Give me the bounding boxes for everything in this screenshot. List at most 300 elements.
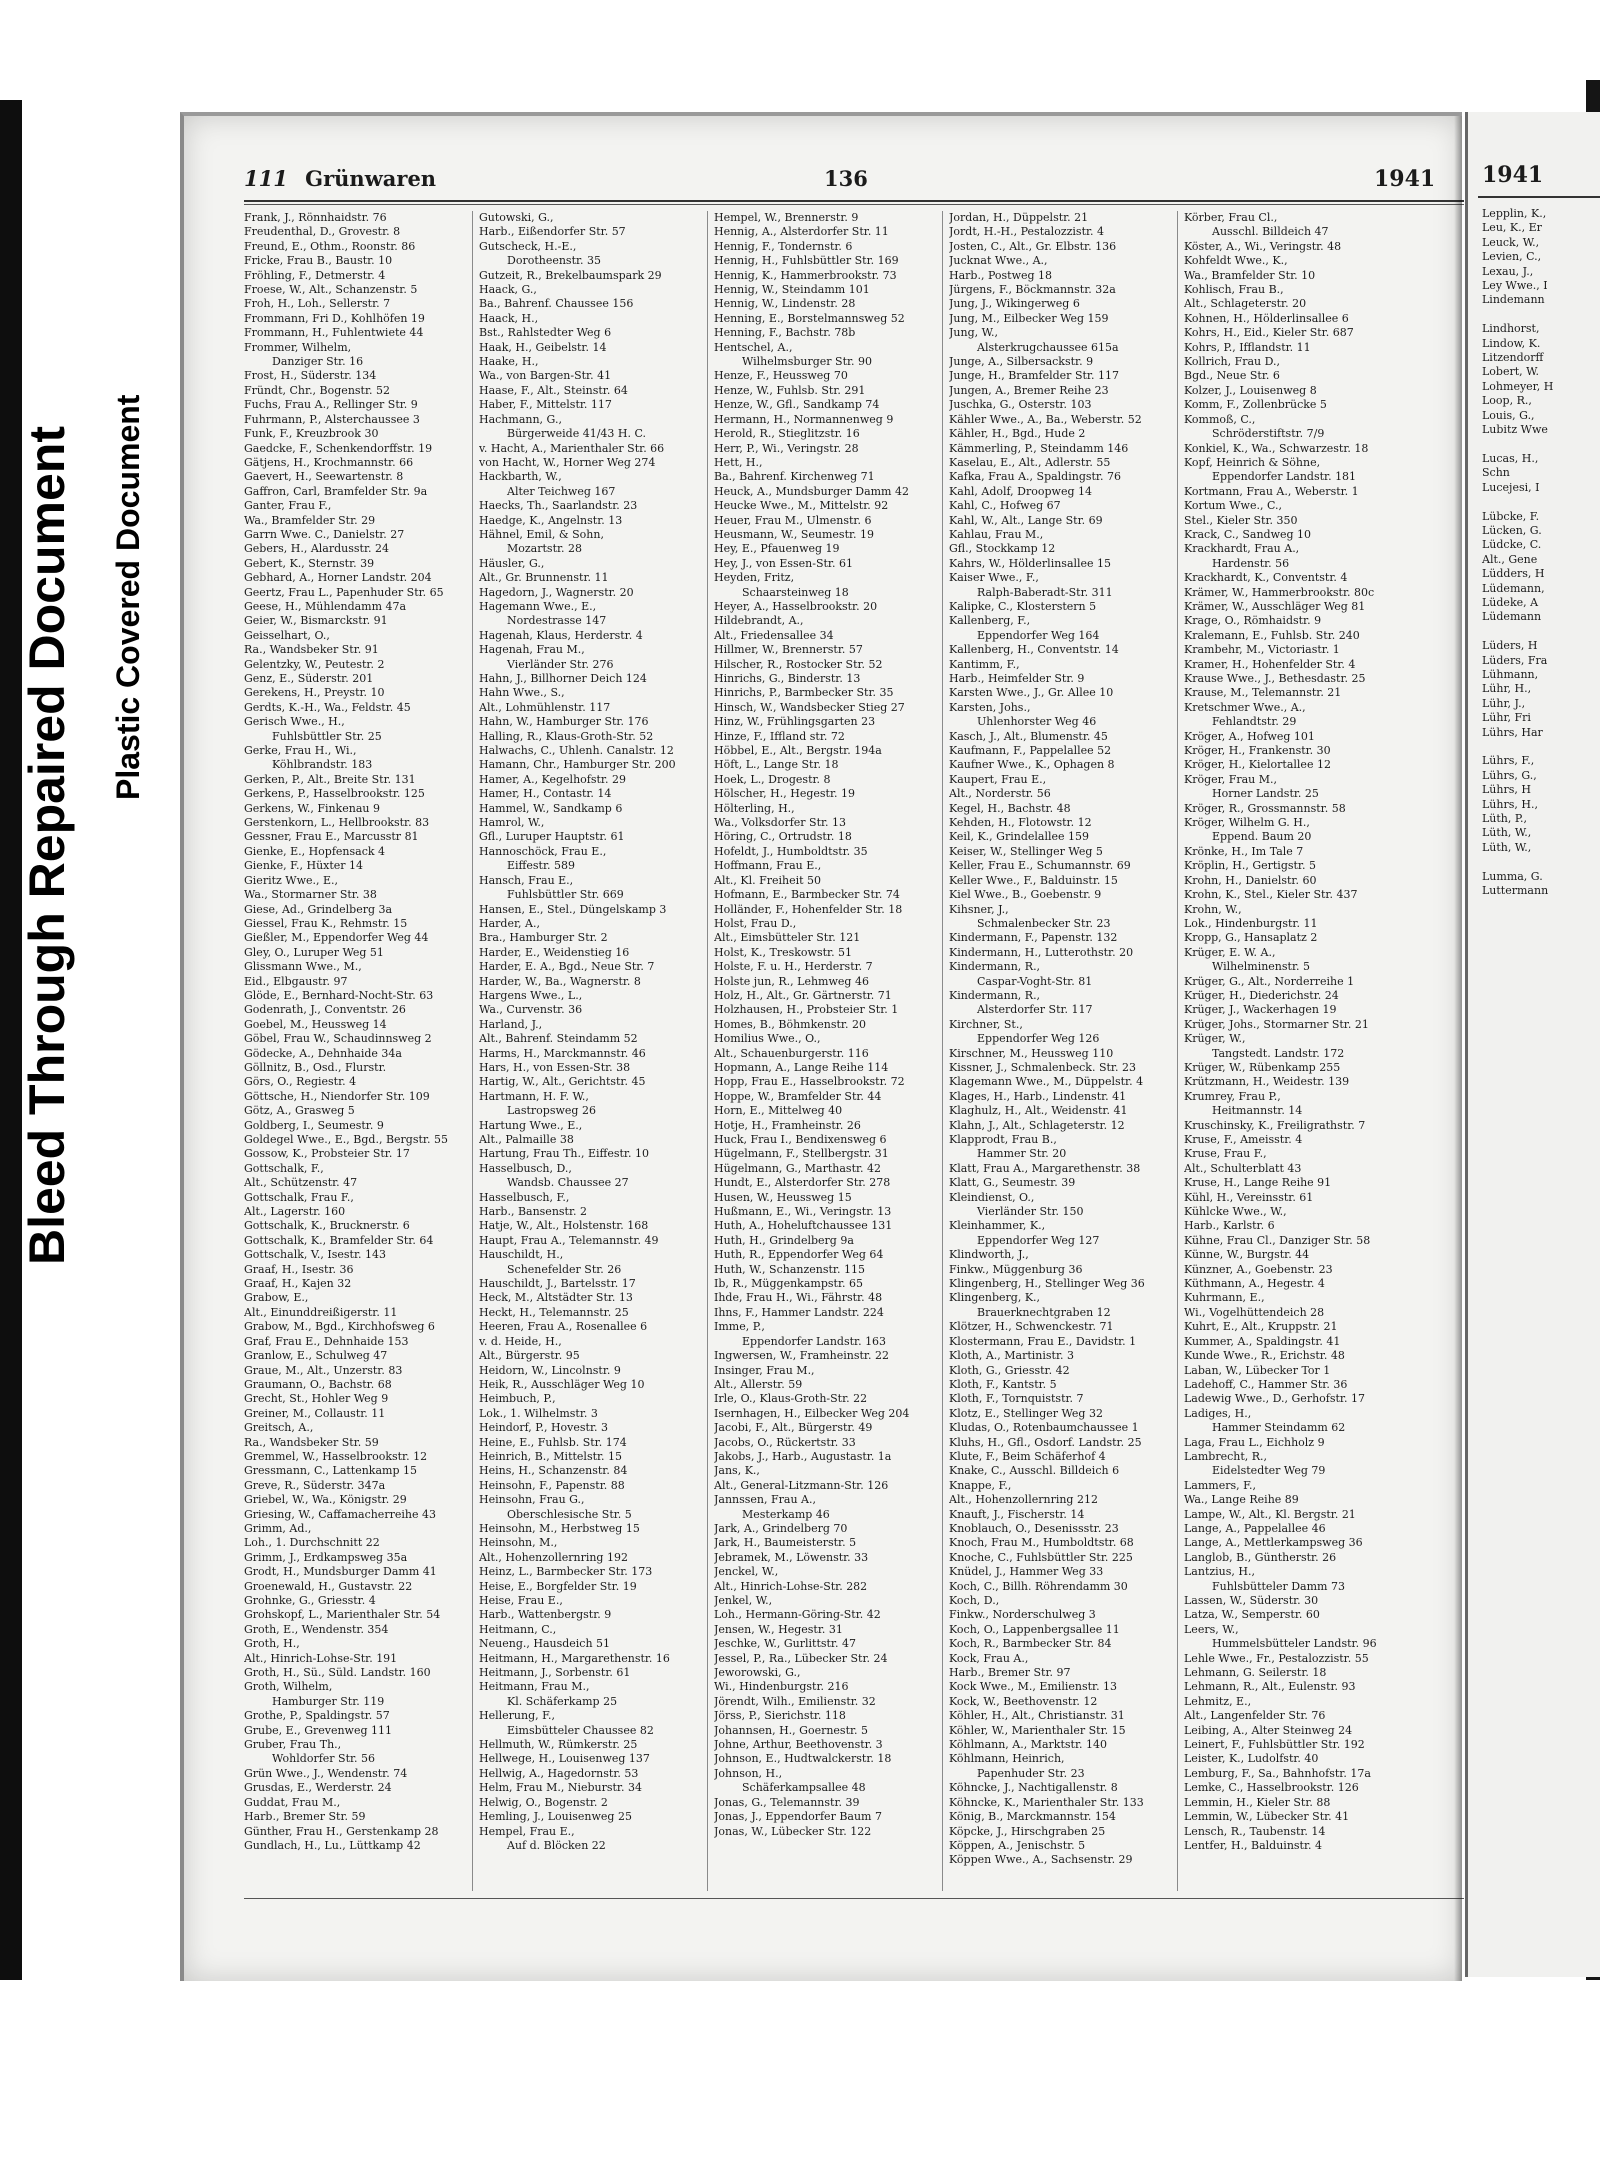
listing-entry: Heuer, Frau M., Ulmenstr. 6 <box>714 513 872 527</box>
listing-entry: Goebel, M., Heussweg 14 <box>244 1017 387 1031</box>
listing-entry: Ihde, Frau H., Wi., Fährstr. 48 <box>714 1291 883 1305</box>
listing-entry: Heinrich, B., Mittelstr. 15 <box>479 1449 623 1463</box>
listing-entry: Jensen, W., Hegestr. 31 <box>714 1622 843 1636</box>
listing-entry: Haack, G., <box>479 283 537 297</box>
listing-entry: Wa., von Bargen-Str. 41 <box>479 369 612 383</box>
listing-entry: Hennig, H., Fuhlsbüttler Str. 169 <box>714 254 899 268</box>
page-number: 136 <box>824 166 868 191</box>
listing-entry: Koch, R., Barmbecker Str. 84 <box>949 1637 1112 1651</box>
listing-entry: Vierländer Str. 150 <box>977 1205 1084 1219</box>
listing-entry: Götz, A., Grasweg 5 <box>244 1104 355 1118</box>
listing-entry: Harb., Heimfelder Str. 9 <box>949 672 1085 685</box>
listing-entry: Hey, J., von Essen-Str. 61 <box>714 556 853 570</box>
listing-entry: Heine, E., Fuhlsb. Str. 174 <box>479 1435 627 1449</box>
year-label: 1941 <box>1374 166 1436 192</box>
listing-entry: Wi., Hindenburgstr. 216 <box>714 1680 849 1694</box>
listing-entry: Alt., Kl. Freiheit 50 <box>714 873 822 887</box>
listing-entry: Köpcke, J., Hirschgraben 25 <box>949 1824 1106 1838</box>
listing-entry: Hansen, E., Stel., Düngelskamp 3 <box>479 902 667 916</box>
listing-entry: Kruse, H., Lange Reihe 91 <box>1184 1176 1332 1190</box>
listing-entry: Hofmann, E., Barmbecker Str. 74 <box>714 888 900 902</box>
listing-entry: Alt., Hinrich-Lohse-Str. 191 <box>244 1651 398 1665</box>
listing-entry: Alsterdorfer Str. 117 <box>977 1003 1093 1017</box>
listing-entry: Husen, W., Heussweg 15 <box>714 1190 852 1204</box>
listing-entry: Hett, H., <box>714 455 763 469</box>
listing-entry: Jonas, J., Eppendorfer Baum 7 <box>714 1810 882 1824</box>
listing-entry: Hagemann Wwe., E., <box>479 599 597 613</box>
listing-entry: Kludas, O., Rotenbaumchaussee 1 <box>949 1421 1139 1435</box>
facing-listing-entry: Lumma, G. <box>1482 869 1543 883</box>
listing-entry: Knoblauch, O., Desenissstr. 23 <box>949 1521 1119 1535</box>
listing-entry: Keil, K., Grindelallee 159 <box>949 830 1089 844</box>
listing-entry: Kähler Wwe., A., Ba., Weberstr. 52 <box>949 412 1142 426</box>
listing-entry: Grabow, E., <box>244 1291 309 1305</box>
column-divider <box>1177 211 1178 1891</box>
listing-entry: Gebers, H., Alardusstr. 24 <box>244 542 389 556</box>
listing-entry: Hempel, Frau E., <box>479 1824 575 1838</box>
listing-entry: Hölscher, H., Hegestr. 19 <box>714 787 856 801</box>
listing-entry: Lange, A., Mettlerkampsweg 36 <box>1184 1536 1363 1550</box>
listing-entry: Imme, P., <box>714 1320 765 1334</box>
listing-entry: Giessel, Frau K., Rehmstr. 15 <box>244 916 408 930</box>
listing-entry: Knake, C., Ausschl. Billdeich 6 <box>949 1464 1120 1478</box>
listing-entry: Harder, A., <box>479 916 540 930</box>
listing-entry: Schmalenbecker Str. 23 <box>977 916 1111 930</box>
listing-entry: Ausschl. Billdeich 47 <box>1212 225 1329 239</box>
listing-entry: Jordt, H.-H., Pestalozzistr. 4 <box>949 225 1105 239</box>
listing-entry: Harder, W., Ba., Wagnerstr. 8 <box>479 974 641 988</box>
listing-entry: Hinrichs, P., Barmbecker Str. 35 <box>714 686 894 700</box>
listing-entry: Bra., Hamburger Str. 2 <box>479 931 608 945</box>
listing-entry: Frost, H., Süderstr. 134 <box>244 369 377 383</box>
facing-listing-entry: Lüth, W., <box>1482 826 1532 840</box>
listing-entry: Wa., Volksdorfer Str. 13 <box>714 816 847 830</box>
listing-entry: Griesing, W., Caffamacherreihe 43 <box>244 1507 436 1521</box>
listing-entry: Goldberg, I., Seumestr. 9 <box>244 1118 384 1132</box>
listing-entry: Kröger, H., Frankenstr. 30 <box>1184 744 1331 758</box>
facing-listing-entry <box>1482 438 1600 452</box>
listing-entry: Griebel, W., Wa., Königstr. 29 <box>244 1493 407 1507</box>
listing-entry: Herold, R., Stieglitzstr. 16 <box>714 427 860 441</box>
listing-entry: Heitmann, C., <box>479 1622 557 1636</box>
listing-column-3 <box>714 211 932 1839</box>
listing-entry: Kahl, W., Alt., Lange Str. 69 <box>949 513 1103 527</box>
footer-rule <box>244 1898 1464 1899</box>
listing-entry: Jark, H., Baumeisterstr. 5 <box>714 1536 857 1550</box>
listing-entry: Wilhelmsburger Str. 90 <box>742 355 873 369</box>
listing-entry: Häusler, G., <box>479 556 545 570</box>
listing-entry: Köhlmann, A., Marktstr. 140 <box>949 1738 1108 1752</box>
listing-entry: Alt., Friedensallee 34 <box>714 628 834 642</box>
listing-entry: Keller, Frau E., Schumannstr. 69 <box>949 859 1131 873</box>
listing-entry: Jenkel, W., <box>714 1594 773 1607</box>
listing-entry: Köppen, A., Jenischstr. 5 <box>949 1838 1086 1852</box>
listing-entry: Giese, Ad., Grindelberg 3a <box>244 902 393 916</box>
listing-entry: Kämmerling, P., Steindamm 146 <box>949 441 1129 455</box>
listing-entry: Hummelsbütteler Landstr. 96 <box>1212 1637 1377 1651</box>
listing-entry: Haake, H., <box>479 355 539 369</box>
listing-entry: Froese, W., Alt., Schanzenstr. 5 <box>244 283 418 297</box>
listing-entry: Goldegel Wwe., E., Bgd., Bergstr. 55 <box>244 1133 448 1146</box>
listing-entry: Alt., Eimsbütteler Str. 121 <box>714 931 861 945</box>
listing-entry: Hinsch, W., Wandsbecker Stieg 27 <box>714 700 905 714</box>
listing-entry: Lemke, C., Hasselbrookstr. 126 <box>1184 1781 1359 1795</box>
listing-entry: Kröger, Wilhelm G. H., <box>1184 816 1310 830</box>
listing-entry: Eppendorfer Weg 164 <box>977 628 1100 642</box>
listing-entry: Heinsohn, Frau G., <box>479 1493 585 1507</box>
listing-entry: Harb., Karlstr. 6 <box>1184 1219 1275 1233</box>
listing-entry: Kohlisch, Frau B., <box>1184 283 1284 297</box>
facing-listing-entry: Lubitz Wwe <box>1482 423 1548 437</box>
facing-listing-entry: Lücken, G. <box>1482 523 1542 537</box>
facing-year-label: 1941 <box>1482 162 1544 188</box>
listing-entry: Hauschildt, J., Bartelsstr. 17 <box>479 1277 636 1291</box>
listing-entry: Köppen Wwe., A., Sachsenstr. 29 <box>949 1853 1133 1867</box>
listing-entry: Grabow, M., Bgd., Kirchhofsweg 6 <box>244 1320 435 1334</box>
listing-entry: Huth, R., Eppendorfer Weg 64 <box>714 1248 884 1262</box>
listing-entry: Gießler, M., Eppendorfer Weg 44 <box>244 931 429 945</box>
listing-entry: Hermann, H., Normannenweg 9 <box>714 412 894 426</box>
facing-listing-column <box>1482 207 1600 899</box>
listing-entry: Alt., Palmaille 38 <box>479 1133 574 1146</box>
listing-entry: Groth, H., <box>244 1637 300 1651</box>
listing-entry: Klostermann, Frau E., Davidstr. 1 <box>949 1334 1137 1348</box>
listing-entry: Jans, K., <box>714 1464 760 1478</box>
listing-entry: Frommann, Fri D., Kohlhöfen 19 <box>244 311 425 325</box>
listing-entry: Grodt, H., Mundsburger Damm 41 <box>244 1565 437 1579</box>
listing-entry: Helwig, O., Bogenstr. 2 <box>479 1795 608 1809</box>
listing-entry: Gerken, P., Alt., Breite Str. 131 <box>244 772 416 786</box>
listing-entry: Alt., Gr. Brunnenstr. 11 <box>479 571 609 585</box>
listing-entry: Hars, H., von Essen-Str. 38 <box>479 1060 631 1074</box>
listing-entry: Kuhrmann, E., <box>1184 1291 1265 1305</box>
facing-listing-entry: Ley Wwe., I <box>1482 279 1548 293</box>
listing-entry: Gutowski, G., <box>479 211 554 224</box>
listing-entry: Heck, M., Altstädter Str. 13 <box>479 1291 633 1305</box>
facing-listing-entry: Lexau, J., <box>1482 264 1534 278</box>
listing-entry: Harb., Wattenbergstr. 9 <box>479 1608 612 1622</box>
listing-entry: Kropp, G., Hansaplatz 2 <box>1184 931 1318 945</box>
listing-entry: Heimbuch, P., <box>479 1392 556 1406</box>
facing-listing-entry <box>1482 625 1600 639</box>
listing-entry: Henze, F., Heussweg 70 <box>714 369 848 383</box>
listing-entry: Gerekens, H., Preystr. 10 <box>244 686 385 700</box>
listing-entry: Schaarsteinweg 18 <box>742 585 849 599</box>
listing-entry: Freudenthal, D., Grovestr. 8 <box>244 225 401 239</box>
listing-entry: Hildebrandt, A., <box>714 614 804 628</box>
listing-entry: Harland, J., <box>479 1017 543 1031</box>
listing-entry: Krüger, W., <box>1184 1032 1246 1046</box>
listing-entry: Gfl., Luruper Hauptstr. 61 <box>479 830 625 844</box>
listing-entry: Haedge, K., Angelnstr. 13 <box>479 513 623 527</box>
listing-entry: Ba., Bahrenf. Kirchenweg 71 <box>714 470 875 484</box>
listing-entry: Hennig, W., Lindenstr. 28 <box>714 297 856 311</box>
listing-entry: Gossow, K., Probsteier Str. 17 <box>244 1147 410 1161</box>
listing-entry: Krause, M., Telemannstr. 21 <box>1184 686 1342 700</box>
listing-entry: Hagedorn, J., Wagnerstr. 20 <box>479 585 634 599</box>
listing-entry: Köhlmann, Heinrich, <box>949 1752 1065 1766</box>
listing-entry: Kohnen, H., Hölderlinsallee 6 <box>1184 311 1349 325</box>
listing-entry: Lentfer, H., Balduinstr. 4 <box>1184 1838 1323 1852</box>
listing-entry: Knoch, Frau M., Humboldtstr. 68 <box>949 1536 1134 1550</box>
listing-entry: Kröplin, H., Gertigstr. 5 <box>1184 859 1316 873</box>
listing-entry: Kretschmer Wwe., A., <box>1184 700 1306 714</box>
listing-entry: Fröhling, F., Detmerstr. 4 <box>244 268 386 282</box>
facing-listing-entry: Lindow, K. <box>1482 336 1541 350</box>
listing-entry: Kock, Frau A., <box>949 1651 1029 1665</box>
listing-entry: Ihns, F., Hammer Landstr. 224 <box>714 1305 884 1319</box>
listing-entry: Hasselbusch, F., <box>479 1190 570 1204</box>
listing-entry: Kleinhammer, K., <box>949 1219 1046 1233</box>
listing-entry: Kramer, H., Hohenfelder Str. 4 <box>1184 657 1356 671</box>
listing-entry: Konkiel, K., Wa., Schwarzestr. 18 <box>1184 441 1369 455</box>
listing-entry: Körber, Frau Cl., <box>1184 211 1278 224</box>
listing-entry: Kafka, Frau A., Spaldingstr. 76 <box>949 470 1121 484</box>
repaired-document-stamp: Bleed Through Repaired Document <box>19 426 75 1265</box>
listing-entry: Jung, J., Wikingerweg 6 <box>949 297 1080 311</box>
listing-entry: Höft, L., Lange Str. 18 <box>714 758 839 772</box>
listing-entry: Hennig, W., Steindamm 101 <box>714 283 870 297</box>
listing-entry: Kollrich, Frau D., <box>1184 355 1281 369</box>
listing-entry: Geese, H., Mühlendamm 47a <box>244 599 407 613</box>
listing-entry: Jonas, G., Telemannstr. 39 <box>714 1795 860 1809</box>
listing-entry: Jacobi, F., Alt., Bürgerstr. 49 <box>714 1421 873 1435</box>
listing-entry: Gruber, Frau Th., <box>244 1738 342 1752</box>
listing-entry: Krohn, W., <box>1184 902 1242 916</box>
listing-entry: Gottschalk, Frau F., <box>244 1190 354 1204</box>
listing-entry: Schröderstiftstr. 7/9 <box>1212 427 1325 441</box>
listing-entry: Koch, C., Billh. Röhrendamm 30 <box>949 1579 1128 1593</box>
listing-entry: Irle, O., Klaus-Groth-Str. 22 <box>714 1392 868 1406</box>
listing-entry: Greiner, M., Collaustr. 11 <box>244 1406 386 1420</box>
section-heading <box>244 166 436 191</box>
listing-entry: Jürgens, F., Böckmannstr. 32a <box>949 283 1116 297</box>
listing-entry: Lastropsweg 26 <box>507 1104 596 1118</box>
listing-entry: Hofeldt, J., Humboldtstr. 35 <box>714 844 868 858</box>
listing-entry: Kock, W., Beethovenstr. 12 <box>949 1694 1098 1708</box>
listing-entry: Grimm, J., Erdkampsweg 35a <box>244 1550 408 1564</box>
facing-listing-entry: Louis, G., <box>1482 408 1535 422</box>
listing-entry: Harder, E., Weidenstieg 16 <box>479 945 630 959</box>
listing-entry: Küthmann, A., Hegestr. 4 <box>1184 1277 1325 1291</box>
listing-entry: Johnson, E., Hudtwalckerstr. 18 <box>714 1752 892 1766</box>
listing-entry: Grusdas, E., Werderstr. 24 <box>244 1781 392 1795</box>
listing-entry: Jenckel, W., <box>714 1565 779 1579</box>
listing-entry: Hinz, W., Frühlingsgarten 23 <box>714 715 876 729</box>
listing-entry: Eppend. Baum 20 <box>1212 830 1312 844</box>
listing-entry: Ra., Wandsbeker Str. 59 <box>244 1435 379 1449</box>
listing-entry: Heise, E., Borgfelder Str. 19 <box>479 1579 637 1593</box>
listing-entry: Wa., Lange Reihe 89 <box>1184 1493 1299 1507</box>
listing-entry: Johnson, H., <box>714 1766 783 1780</box>
directory-page <box>180 112 1462 1981</box>
listing-entry: Haak, H., Geibelstr. 14 <box>479 340 607 354</box>
listing-entry: Ralph-Baberadt-Str. 311 <box>977 585 1113 599</box>
listing-entry: Alt., Schauenburgerstr. 116 <box>714 1046 869 1060</box>
listing-entry: Ladehoff, C., Hammer Str. 36 <box>1184 1377 1348 1391</box>
facing-listing-entry: Lindhorst, <box>1482 322 1540 336</box>
listing-entry: Heckt, H., Telemannstr. 25 <box>479 1305 629 1319</box>
listing-entry: Lampe, W., Alt., Kl. Bergstr. 21 <box>1184 1507 1356 1521</box>
listing-entry: Kruse, F., Ameisstr. 4 <box>1184 1133 1303 1146</box>
listing-entry: Eppendorfer Weg 126 <box>977 1032 1100 1046</box>
listing-entry: Heitmann, Frau M., <box>479 1680 590 1694</box>
listing-entry: Loh., Hermann-Göring-Str. 42 <box>714 1608 881 1622</box>
listing-entry: Henning, F., Bachstr. 78b <box>714 326 856 340</box>
listing-entry: Heik, R., Ausschläger Weg 10 <box>479 1377 645 1391</box>
listing-entry: Henning, E., Borstelmannsweg 52 <box>714 311 905 325</box>
listing-entry: Keller Wwe., F., Balduinstr. 15 <box>949 873 1118 887</box>
listing-entry: Holz, H., Alt., Gr. Gärtnerstr. 71 <box>714 988 892 1002</box>
listing-entry: Fricke, Frau B., Baustr. 10 <box>244 254 393 268</box>
listing-entry: Jung, W., <box>949 326 998 340</box>
listing-entry: Huth, A., Hoheluftchaussee 131 <box>714 1219 893 1233</box>
listing-entry: Gödecke, A., Dehnhaide 34a <box>244 1046 402 1060</box>
listing-entry: Harb., Bremer Str. 59 <box>244 1810 366 1824</box>
listing-entry: Fuhrmann, P., Alsterchaussee 3 <box>244 412 420 426</box>
listing-entry: Hammer Str. 20 <box>977 1147 1067 1161</box>
listing-entry: Künne, W., Burgstr. 44 <box>1184 1248 1310 1262</box>
listing-entry: Köhncke, J., Nachtigallenstr. 8 <box>949 1781 1118 1795</box>
listing-entry: Wa., Bramfelder Str. 10 <box>1184 268 1316 282</box>
listing-entry: Eidelstedter Weg 79 <box>1212 1464 1326 1478</box>
listing-entry: Krackhardt, K., Conventstr. 4 <box>1184 571 1348 585</box>
listing-entry: Gutzeit, R., Brekelbaumspark 29 <box>479 268 662 282</box>
listing-entry: Isernhagen, H., Eilbecker Weg 204 <box>714 1406 910 1420</box>
listing-entry: Hoek, L., Drogestr. 8 <box>714 772 831 786</box>
listing-entry: Günther, Frau H., Gerstenkamp 28 <box>244 1824 439 1838</box>
listing-entry: Gaedcke, F., Schenkendorffstr. 19 <box>244 441 433 455</box>
listing-entry: Hußmann, E., Wi., Veringstr. 13 <box>714 1205 892 1219</box>
listing-entry: Hopp, Frau E., Hasselbrookstr. 72 <box>714 1075 905 1089</box>
listing-entry: Gienke, E., Hopfensack 4 <box>244 844 386 858</box>
listing-entry: Kalipke, C., Klosterstern 5 <box>949 599 1097 613</box>
listing-entry: Gieritz Wwe., E., <box>244 873 339 887</box>
listing-entry: Heinsohn, F., Papenstr. 88 <box>479 1478 625 1492</box>
listing-entry: Frommer, Wilhelm, <box>244 340 352 354</box>
listing-entry: Höring, C., Ortrudstr. 18 <box>714 830 852 844</box>
listing-entry: Hannoschöck, Frau E., <box>479 844 607 858</box>
listing-entry: Heitmann, J., Sorbenstr. 61 <box>479 1666 631 1680</box>
listing-column-1 <box>244 211 462 1853</box>
listing-entry: Kohrs, H., Eid., Kieler Str. 687 <box>1184 326 1354 340</box>
listing-entry: Heeren, Frau A., Rosenallee 6 <box>479 1320 648 1334</box>
listing-entry: Hentschel, A., <box>714 340 793 354</box>
listing-entry: Harder, E. A., Bgd., Neue Str. 7 <box>479 960 655 974</box>
listing-entry: Alt., Schlageterstr. 20 <box>1184 297 1307 311</box>
listing-entry: Hellerung, F., <box>479 1709 556 1723</box>
listing-entry: Heindorf, P., Hovestr. 3 <box>479 1421 609 1435</box>
listing-entry: Holste jun, R., Lehmweg 46 <box>714 974 869 988</box>
facing-listing-entry: Lührs, H <box>1482 783 1531 797</box>
listing-entry: Freund, E., Othm., Roonstr. 86 <box>244 239 416 253</box>
listing-entry: Hahn, W., Hamburger Str. 176 <box>479 715 649 729</box>
listing-entry: Eppendorfer Weg 127 <box>977 1233 1100 1247</box>
listing-entry: Lassen, W., Süderstr. 30 <box>1184 1594 1319 1607</box>
listing-entry: Tangstedt. Landstr. 172 <box>1212 1046 1345 1060</box>
listing-entry: Krüger, W., Rübenkamp 255 <box>1184 1060 1341 1074</box>
listing-entry: Gätjens, H., Krochmannstr. 66 <box>244 455 414 469</box>
listing-entry: Schäferkampsallee 48 <box>742 1781 866 1795</box>
listing-entry: Jeschke, W., Gurlittstr. 47 <box>714 1637 856 1651</box>
listing-entry: Köhler, W., Marienthaler Str. 15 <box>949 1723 1126 1737</box>
listing-entry: Geier, W., Bismarckstr. 91 <box>244 614 388 628</box>
listing-entry: Lehmann, R., Alt., Eulenstr. 93 <box>1184 1680 1356 1694</box>
listing-entry: Hotje, H., Framheinstr. 26 <box>714 1118 861 1132</box>
listing-entry: Fehlandtstr. 29 <box>1212 715 1297 729</box>
listing-entry: Lammers, F., <box>1184 1478 1257 1492</box>
listing-entry: Jacobs, O., Rückertstr. 33 <box>714 1435 856 1449</box>
column-divider <box>472 211 473 1891</box>
listing-entry: Genz, E., Süderstr. 201 <box>244 672 374 685</box>
facing-listing-entry: Lühr, Fri <box>1482 711 1531 725</box>
listing-column-2 <box>479 211 697 1853</box>
listing-entry: Köster, A., Wi., Veringstr. 48 <box>1184 239 1342 253</box>
listing-entry: Geertz, Frau L., Papenhuder Str. 65 <box>244 585 444 599</box>
listing-entry: Lemmin, H., Kieler Str. 88 <box>1184 1795 1331 1809</box>
listing-entry: Hartmann, H. F. W., <box>479 1089 589 1103</box>
listing-entry: Hamrol, W., <box>479 816 545 830</box>
listing-entry: Hellmuth, W., Rümkerstr. 25 <box>479 1738 638 1752</box>
facing-listing-entry: Alt., Gene <box>1482 552 1538 566</box>
facing-listing-entry: Lobert, W. <box>1482 365 1540 379</box>
listing-entry: Ingwersen, W., Framheinstr. 22 <box>714 1349 889 1363</box>
listing-entry: Kindermann, R., <box>949 988 1041 1002</box>
listing-entry: Klute, F., Beim Schäferhof 4 <box>949 1449 1106 1463</box>
listing-entry: Graaf, H., Isestr. 36 <box>244 1262 354 1276</box>
listing-entry: Eppendorfer Landstr. 181 <box>1212 470 1357 484</box>
listing-entry: Klagemann Wwe., M., Düppelstr. 4 <box>949 1075 1144 1089</box>
listing-entry: Köhler, H., Alt., Christianstr. 31 <box>949 1709 1125 1723</box>
listing-entry: Homes, B., Böhmkenstr. 20 <box>714 1017 866 1031</box>
listing-entry: Haupt, Frau A., Telemannstr. 49 <box>479 1233 659 1247</box>
listing-entry: Fründt, Chr., Bogenstr. 52 <box>244 383 391 397</box>
listing-entry: Gley, O., Luruper Weg 51 <box>244 945 384 959</box>
listing-entry: Wilhelminenstr. 5 <box>1212 960 1310 974</box>
listing-entry: Heitmann, H., Margarethenstr. 16 <box>479 1651 670 1665</box>
listing-entry: Uhlenhorster Weg 46 <box>977 715 1097 729</box>
listing-entry: Godenrath, J., Conventstr. 26 <box>244 1003 406 1017</box>
listing-entry: Graf, Frau E., Dehnhaide 153 <box>244 1334 409 1348</box>
listing-entry: Kralemann, E., Fuhlsb. Str. 240 <box>1184 628 1360 642</box>
facing-listing-entry: Lohmeyer, H <box>1482 379 1554 393</box>
listing-entry: Gebhard, A., Horner Landstr. 204 <box>244 571 432 585</box>
listing-entry: Krohn, H., Danielstr. 60 <box>1184 873 1317 887</box>
listing-entry: Ra., Wandsbeker Str. 91 <box>244 643 379 657</box>
listing-entry: Alt., Schulterblatt 43 <box>1184 1161 1302 1175</box>
listing-entry: Kluhs, H., Gfl., Osdorf. Landstr. 25 <box>949 1435 1142 1449</box>
facing-listing-entry: Lüdemann, <box>1482 581 1545 595</box>
facing-listing-entry: Lüdeke, A <box>1482 595 1539 609</box>
facing-listing-entry: Leu, K., Er <box>1482 221 1542 235</box>
listing-entry: Lemmin, W., Lübecker Str. 41 <box>1184 1810 1350 1824</box>
listing-entry: Hamburger Str. 119 <box>272 1694 385 1708</box>
listing-entry: Gottschalk, K., Brucknerstr. 6 <box>244 1219 410 1233</box>
listing-entry: Kindermann, H., Lutterothstr. 20 <box>949 945 1134 959</box>
listing-entry: Grecht, St., Hohler Weg 9 <box>244 1392 389 1406</box>
facing-page-fragment <box>1465 112 1600 1977</box>
listing-entry: Kleindienst, O., <box>949 1190 1035 1204</box>
listing-column-4 <box>949 211 1167 1868</box>
facing-listing-entry: Loop, R., <box>1482 394 1532 408</box>
facing-listing-entry <box>1482 495 1600 509</box>
listing-entry: Hinze, F., Iffland str. 72 <box>714 729 845 743</box>
listing-entry: Alt., Einunddreißigerstr. 11 <box>244 1305 398 1319</box>
listing-entry: Grün Wwe., J., Wendenstr. 74 <box>244 1766 408 1780</box>
listing-entry: Hinrichs, G., Binderstr. 13 <box>714 672 861 685</box>
listing-entry: Bürgerweide 41/43 H. C. <box>507 427 647 441</box>
listing-entry: Knappe, F., <box>949 1478 1012 1492</box>
